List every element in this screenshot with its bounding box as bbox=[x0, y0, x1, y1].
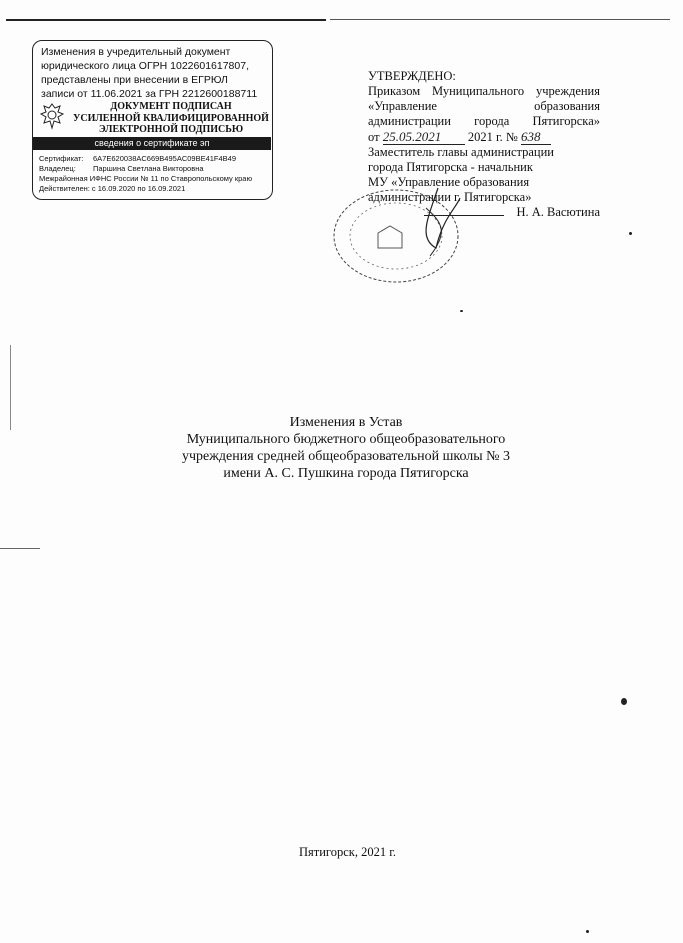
signature-blank bbox=[424, 215, 504, 216]
approval-line: администрации города Пятигорска» bbox=[368, 114, 600, 128]
scan-speck bbox=[621, 698, 627, 705]
owner-row bbox=[39, 164, 269, 174]
signature-title-line: ДОКУМЕНТ ПОДПИСАН bbox=[110, 101, 232, 112]
title-line: имени А. С. Пушкина города Пятигорска bbox=[223, 466, 469, 481]
certificate-row bbox=[39, 154, 269, 164]
stamp-registration-text bbox=[41, 45, 269, 101]
certificate-label: Сертификат: bbox=[39, 154, 84, 163]
stamp-line: Изменения в учредительный документ bbox=[41, 46, 231, 58]
approval-line bbox=[368, 99, 600, 114]
title-line: учреждения средней общеобразовательной школы № 3 bbox=[181, 449, 511, 464]
approval-word: образования bbox=[534, 99, 600, 113]
left-edge-mark bbox=[0, 345, 11, 430]
certificate-details bbox=[39, 154, 269, 194]
signer-name: Н. А. Васютина bbox=[516, 205, 600, 219]
approval-heading: УТВЕРЖДЕНО: bbox=[368, 69, 456, 83]
approval-line: Приказом Муниципального учреждения bbox=[368, 84, 600, 98]
handwritten-date: 25.05.2021 bbox=[383, 129, 465, 145]
approval-date-line bbox=[368, 129, 600, 145]
owner-label: Владелец: bbox=[39, 164, 76, 173]
title-line: Изменения в Устав bbox=[289, 415, 403, 430]
signature-title-line: УСИЛЕННОЙ КВАЛИФИЦИРОВАННОЙ bbox=[73, 112, 269, 124]
stamp-line: юридического лица ОГРН 1022601617807, bbox=[41, 60, 249, 72]
top-rule bbox=[6, 19, 326, 21]
approval-line: Заместитель главы администрации bbox=[368, 145, 554, 159]
stamp-line: представлены при внесении в ЕГРЮЛ bbox=[41, 74, 228, 86]
place-and-year: Пятигорск, 2021 г. bbox=[298, 845, 397, 859]
certificate-header-bar: сведения о сертификате эп bbox=[33, 137, 271, 150]
date-year: 2021 г. № bbox=[467, 130, 518, 144]
approval-line: администрации г. Пятигорска» bbox=[368, 190, 532, 204]
registration-stamp bbox=[32, 40, 273, 200]
issuing-authority: Межрайонная ИФНС России № 11 по Ставропольскому краю bbox=[39, 174, 253, 183]
top-rule-faint bbox=[330, 19, 670, 20]
validity-period: Действителен: с 16.09.2020 по 16.09.2021 bbox=[39, 184, 186, 193]
stamp-line: записи от 11.06.2021 за ГРН 2212600188711 bbox=[41, 88, 258, 100]
coat-of-arms-icon bbox=[39, 101, 65, 131]
title-line: Муниципального бюджетного общеобразовательного bbox=[186, 432, 506, 447]
certificate-value: 6A7E620038AC669B495AC09BE41F4B49 bbox=[93, 154, 237, 163]
scan-speck bbox=[629, 232, 632, 235]
approval-line: МУ «Управление образования bbox=[368, 175, 530, 189]
document-title bbox=[140, 414, 552, 482]
approval-word: «Управление bbox=[368, 99, 437, 113]
signature-title bbox=[73, 101, 269, 136]
date-prefix: от bbox=[368, 130, 380, 144]
owner-value: Паршина Светлана Викторовна bbox=[93, 164, 204, 173]
signature-title-line: ЭЛЕКТРОННОЙ ПОДПИСЬЮ bbox=[98, 124, 244, 135]
handwritten-number: 638 bbox=[521, 129, 551, 145]
signer-line bbox=[368, 205, 600, 220]
approval-line: города Пятигорска - начальник bbox=[368, 160, 533, 174]
scan-speck bbox=[460, 310, 463, 312]
scan-speck bbox=[586, 930, 589, 933]
approval-block bbox=[368, 69, 600, 220]
left-edge-line bbox=[0, 548, 40, 549]
